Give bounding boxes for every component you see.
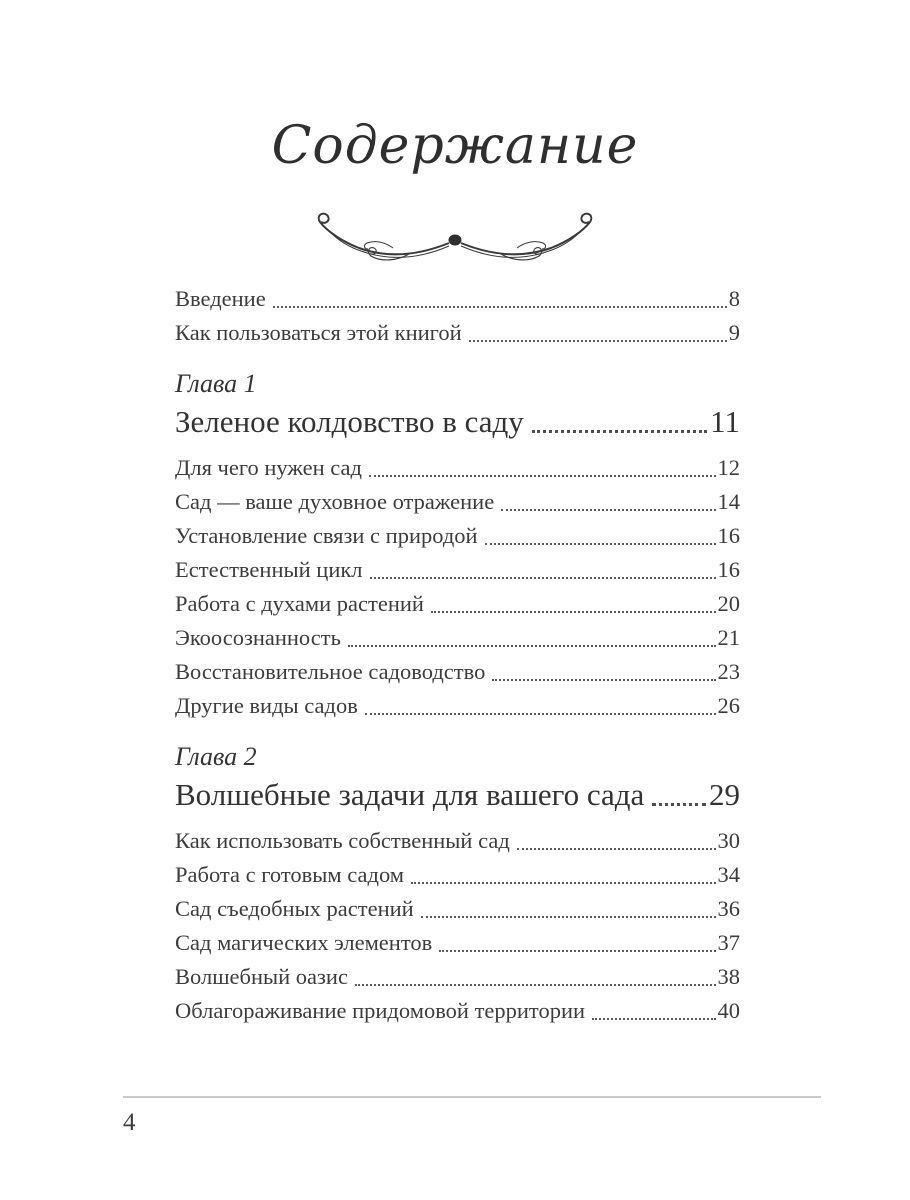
- page-title: Содержание: [271, 116, 639, 176]
- toc-entry-page-number: 26: [717, 693, 740, 718]
- dotted-leader: [517, 848, 716, 850]
- dotted-leader: [469, 340, 727, 342]
- toc-entry-label: Введение: [175, 286, 266, 311]
- toc-entry-page-number: 38: [717, 964, 740, 989]
- dotted-leader: [421, 916, 716, 918]
- dotted-leader: [501, 509, 715, 511]
- toc-entry: [175, 621, 740, 655]
- toc-entry-page-number: 16: [717, 523, 740, 548]
- table-of-contents: [175, 282, 740, 1028]
- dotted-leader: [411, 882, 716, 884]
- chapter-entries: [175, 824, 740, 1028]
- dotted-leader: [439, 950, 715, 952]
- toc-entry-page-number: 40: [717, 998, 740, 1023]
- flourish-icon: [305, 210, 605, 266]
- chapter-page-number: 11: [710, 404, 740, 439]
- toc-entry-label: Сад магических элементов: [175, 930, 433, 955]
- toc-entry-label: Сад — ваше духовное отражение: [175, 489, 495, 514]
- dotted-leader: [431, 611, 716, 613]
- toc-entry-label: Другие виды садов: [175, 693, 358, 718]
- chapter-title: Волшебные задачи для вашего сада: [175, 777, 645, 812]
- toc-entry: [175, 485, 740, 519]
- toc-entry-page-number: 21: [717, 625, 740, 650]
- dotted-leader: [532, 430, 707, 433]
- toc-entry-label: Волшебный оазис: [175, 964, 348, 989]
- dotted-leader: [355, 984, 716, 986]
- toc-entry-label: Как использовать собственный сад: [175, 828, 510, 853]
- toc-entry-page-number: 30: [717, 828, 740, 853]
- toc-entry-page-number: 12: [717, 455, 740, 480]
- toc-entry: [175, 519, 740, 553]
- toc-entry-page-number: 37: [717, 930, 740, 955]
- toc-entry-label: Экоосознанность: [175, 625, 341, 650]
- toc-entry-page-number: 9: [728, 320, 740, 345]
- toc-entry: [175, 926, 740, 960]
- toc-entry-label: Установление связи с природой: [175, 523, 478, 548]
- toc-entry: [175, 892, 740, 926]
- toc-entry-page-number: 20: [717, 591, 740, 616]
- toc-entry: [175, 655, 740, 689]
- toc-entry-page-number: 23: [717, 659, 740, 684]
- chapter-block: [175, 739, 740, 1028]
- toc-entry-label: Сад съедобных растений: [175, 896, 414, 921]
- flourish-divider: [0, 210, 910, 271]
- toc-entry: [175, 282, 740, 316]
- toc-entry: [175, 316, 740, 350]
- toc-entry-label: Работа с готовым садом: [175, 862, 404, 887]
- flourish-center-dot: [449, 235, 462, 246]
- dotted-leader: [492, 679, 715, 681]
- dotted-leader: [485, 543, 716, 545]
- toc-entry-label: Для чего нужен сад: [175, 455, 362, 480]
- toc-entry-page-number: 34: [717, 862, 740, 887]
- chapter-page-number: 29: [709, 777, 740, 812]
- toc-entry: [175, 824, 740, 858]
- chapter-block: [175, 366, 740, 723]
- toc-entry-label: Работа с духами растений: [175, 591, 424, 616]
- toc-entry-label: Как пользоваться этой книгой: [175, 320, 462, 345]
- toc-entry: [175, 451, 740, 485]
- toc-entry: [175, 960, 740, 994]
- chapter-title-row: [175, 775, 740, 815]
- dotted-leader: [348, 645, 716, 647]
- chapter-entries: [175, 451, 740, 723]
- chapter-title-row: [175, 402, 740, 442]
- chapter-label: Глава 2: [175, 742, 257, 771]
- toc-entry-page-number: 8: [728, 286, 740, 311]
- dotted-leader: [365, 713, 716, 715]
- toc-entry: [175, 858, 740, 892]
- dotted-leader: [369, 475, 716, 477]
- chapter-label: Глава 1: [175, 369, 257, 398]
- dotted-leader: [592, 1018, 715, 1020]
- folio-page-number: 4: [123, 1109, 136, 1136]
- toc-entry: [175, 553, 740, 587]
- toc-root: [175, 282, 740, 1028]
- toc-entry: [175, 994, 740, 1028]
- toc-entry: [175, 689, 740, 723]
- dotted-leader: [273, 306, 727, 308]
- toc-entry-label: Облагораживание придомовой территории: [175, 998, 586, 1023]
- toc-entry-label: Естественный цикл: [175, 557, 363, 582]
- dotted-leader: [652, 803, 706, 806]
- toc-entry-page-number: 16: [717, 557, 740, 582]
- toc-entry: [175, 587, 740, 621]
- dotted-leader: [370, 577, 716, 579]
- toc-entry-page-number: 14: [717, 489, 740, 514]
- chapter-title: Зеленое колдовство в саду: [175, 404, 524, 439]
- toc-entry-label: Восстановительное садоводство: [175, 659, 486, 684]
- toc-entry-page-number: 36: [717, 896, 740, 921]
- footer-rule: [123, 1096, 821, 1098]
